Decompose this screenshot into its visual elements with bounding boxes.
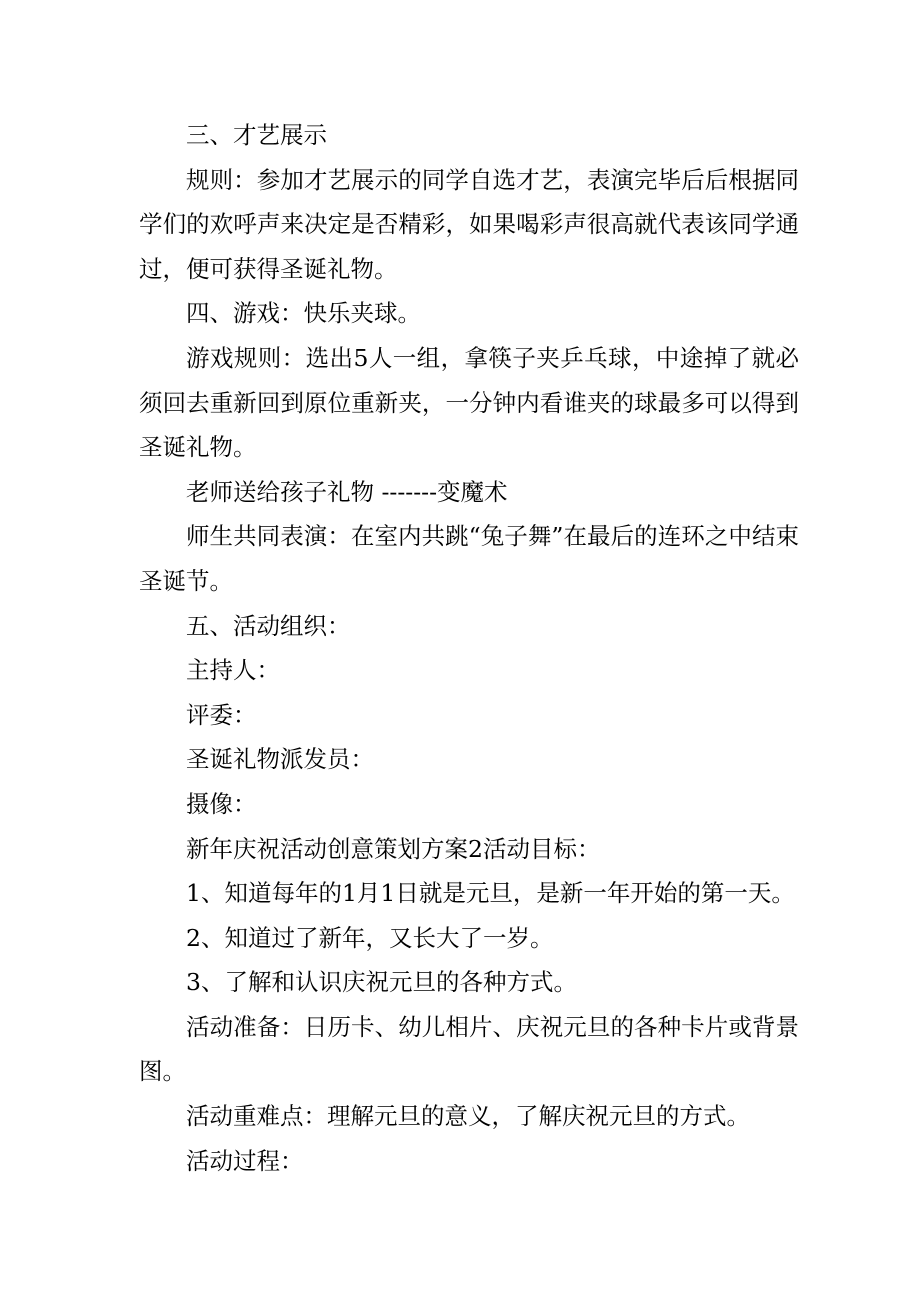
field-judges: 评委： (186, 700, 257, 729)
paragraph-joint-performance: 师生共同表演：在室内共跳“兔子舞”在最后的连环之中结束圣诞节。 (139, 522, 799, 595)
field-photography: 摄像： (186, 789, 257, 818)
section-heading-game: 四、游戏：快乐夹球。 (186, 299, 421, 328)
paragraph-preparation: 活动准备：日历卡、幼儿相片、庆祝元旦的各种卡片或背景图。 (139, 1012, 799, 1086)
plan-2-goals-heading: 新年庆祝活动创意策划方案2活动目标： (186, 834, 601, 863)
paragraph-key-points: 活动重难点：理解元旦的意义，了解庆祝元旦的方式。 (186, 1102, 750, 1131)
paragraph-talent-rules: 规则：参加才艺展示的同学自选才艺，表演完毕后后根据同学们的欢呼声来决定是否精彩，如果喝彩声很高就代表该同学通过，便可获得圣诞礼物。 (139, 165, 799, 283)
goal-item-1: 1、知道每年的1月1日就是元旦，是新一年开始的第一天。 (186, 879, 795, 908)
section-heading-talent-show: 三、才艺展示 (186, 121, 327, 149)
paragraph-process-heading: 活动过程： (186, 1146, 304, 1175)
field-host: 主持人： (186, 656, 280, 685)
field-gift-distributor: 圣诞礼物派发员： (186, 745, 374, 774)
section-heading-organization: 五、活动组织： (186, 611, 351, 640)
document-body (139, 113, 799, 1183)
goal-item-3: 3、了解和认识庆祝元旦的各种方式。 (186, 968, 577, 997)
goal-item-2: 2、知道过了新年，又长大了一岁。 (186, 923, 554, 952)
paragraph-game-rules: 游戏规则：选出5人一组，拿筷子夹乒乓球，中途掉了就必须回去重新回到原位重新夹，一分钟内看谁夹的球最多可以得到圣诞礼物。 (139, 343, 799, 462)
paragraph-teacher-gift: 老师送给孩子礼物 -------变魔术 (186, 477, 508, 506)
